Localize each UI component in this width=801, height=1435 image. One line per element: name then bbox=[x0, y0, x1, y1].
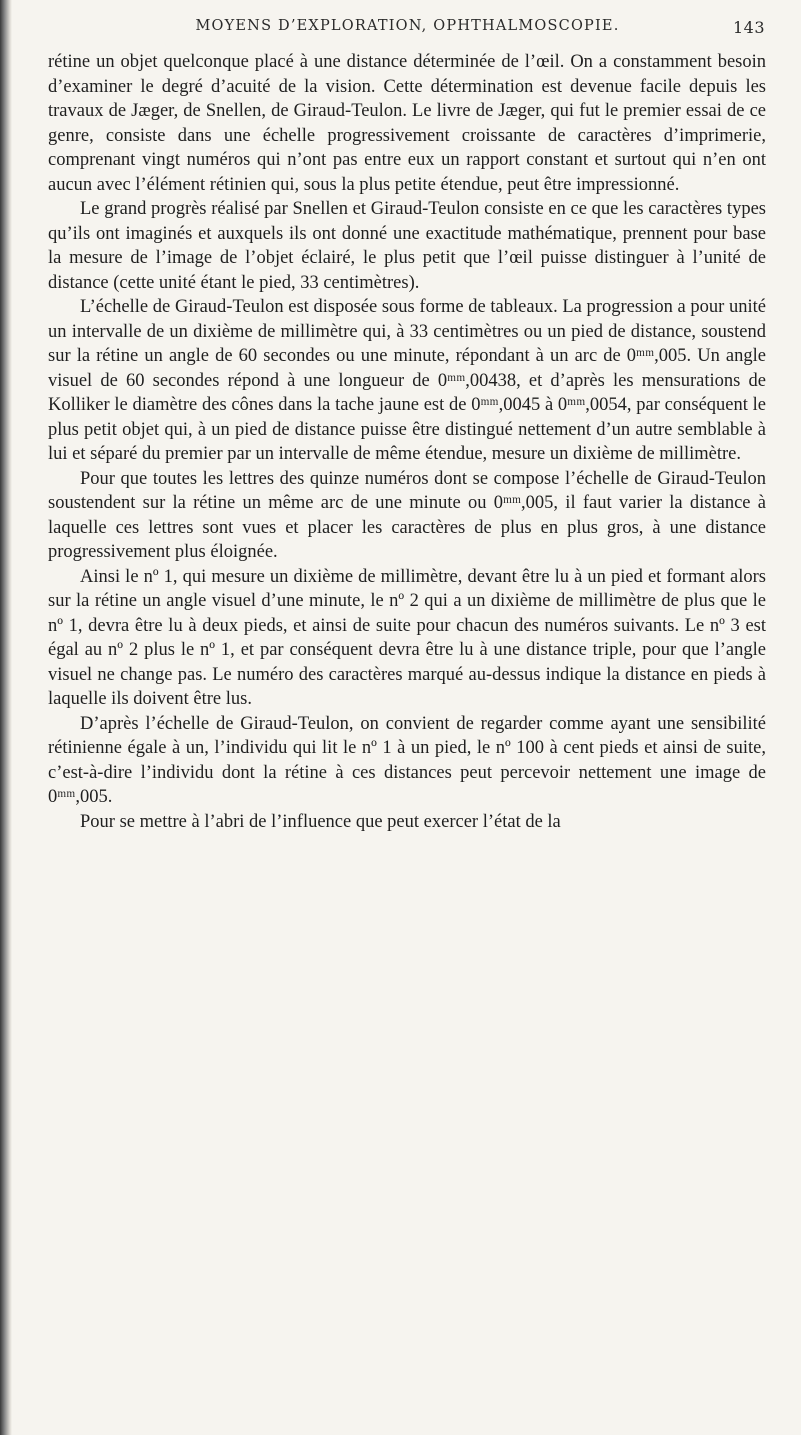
paragraph-7: Pour se mettre à l’abri de l’influence que peut exercer l’état de la bbox=[80, 811, 561, 832]
paragraph-3: L’échelle de Giraud-Teulon est disposée sous forme de tableaux. La progression a pour unité un intervalle de un dixième de millimètre qui, à 33 centimètres ou un pied de distance, soustend sur la rétine un angle de 60 secondes ou une minute, répondant à un arc de 0ᵐᵐ,005. Un angle visuel de 60 secondes répond à une longueur de 0ᵐᵐ,00438, et d’après les mensurations de Kolliker le diamètre des cônes dans la tache jaune est de 0ᵐᵐ,0045 à 0ᵐᵐ,0054, par conséquent le plus petit objet qui, à un pied de distance puisse être distingué nettement d’un autre semblable à lui et séparé du premier par un intervalle de même étendue, mesure un dixième de millimètre. bbox=[48, 297, 766, 464]
running-head-title: MOYENS D’EXPLORATION, OPHTHALMOSCOPIE. bbox=[195, 18, 620, 34]
binding-shadow bbox=[0, 0, 12, 1435]
running-head bbox=[110, 18, 765, 46]
paragraph-4: Pour que toutes les lettres des quinze numéros dont se compose l’échelle de Giraud-Teulon soustendent sur la rétine un même arc de une minute ou 0ᵐᵐ,005, il faut varier la distance à laquelle ces lettres sont vues et placer les caractères de plus en plus gros, à une distance progressivement plus éloignée. bbox=[48, 468, 766, 562]
body-text bbox=[48, 50, 766, 834]
paragraph-2: Le grand progrès réalisé par Snellen et Giraud-Teulon consiste en ce que les caractères types qu’ils ont imaginés et auxquels ils ont donné une exactitude mathématique, prennent pour base la mesure de l’image de l’objet éclairé, le plus petit que l’œil puisse distinguer à l’unité de distance (cette unité étant le pied, 33 centimètres). bbox=[48, 199, 766, 293]
paragraph-1: rétine un objet quelconque placé à une distance déterminée de l’œil. On a constamment besoin d’examiner le degré d’acuité de la vision. Cette détermination est devenue facile depuis les travaux de Jæger, de Snellen, de Giraud-Teulon. Le livre de Jæger, qui fut le premier essai de ce genre, consiste dans une échelle progressivement croissante de caractères d’imprimerie, comprenant vingt numéros qui n’ont pas entre eux un rapport constant et surtout qui n’en ont aucun avec l’élément rétinien qui, sous la plus petite étendue, peut être impressionné. bbox=[48, 52, 766, 195]
paragraph-5: Ainsi le nº 1, qui mesure un dixième de millimètre, devant être lu à un pied et formant alors sur la rétine un angle visuel d’une minute, le nº 2 qui a un dixième de millimètre de plus que le nº 1, devra être lu à deux pieds, et ainsi de suite pour chacun des numéros suivants. Le nº 3 est égal au nº 2 plus le nº 1, et par conséquent devra être lu à une distance triple, pour que l’angle visuel ne change pas. Le numéro des caractères marqué au-dessus indique la distance en pieds à laquelle ils doivent être lus. bbox=[48, 566, 766, 709]
page-number: 143 bbox=[732, 18, 765, 37]
paragraph-6: D’après l’échelle de Giraud-Teulon, on convient de regarder comme ayant une sensibilité rétinienne égale à un, l’individu qui lit le nº 1 à un pied, le nº 100 à cent pieds et ainsi de suite, c’est-à-dire l’individu dont la rétine à ces distances peut percevoir nettement une image de 0ᵐᵐ,005. bbox=[48, 713, 766, 807]
